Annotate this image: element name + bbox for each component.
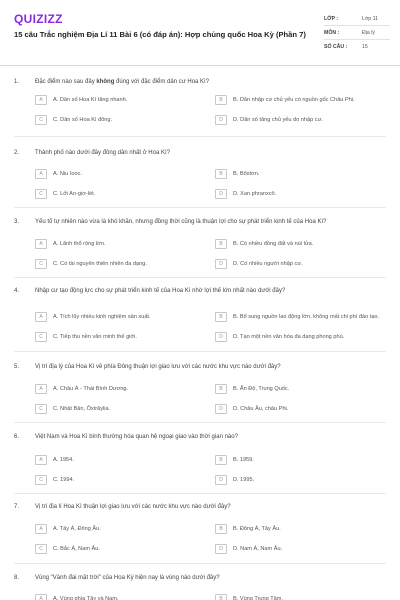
question-text: Nhập cư tạo động lực cho sự phát triển kinh tế của Hoa Kì nhờ lợi thế lớn nhất nào dưới đây? — [35, 288, 286, 294]
answer-option[interactable] — [215, 257, 390, 271]
option-letter: C — [35, 404, 47, 414]
answer-option[interactable] — [215, 187, 390, 201]
answer-option[interactable] — [215, 330, 390, 344]
answer-option[interactable] — [215, 382, 390, 396]
option-letter: B — [215, 455, 227, 465]
option-letter: C — [35, 475, 47, 485]
meta-label: MÔN : — [324, 29, 340, 36]
answer-option[interactable] — [35, 310, 195, 324]
question-text: Thành phố nào dưới đây đông dân nhất ở Hoa Kì? — [35, 150, 170, 156]
document-title: 15 câu Trắc nghiệm Địa Lí 11 Bài 6 (có đáp án): Hợp chủng quốc Hoa Kỳ (Phần 7) — [14, 30, 306, 39]
option-text: C. Có tài nguyên thiên nhiên đa dạng. — [53, 260, 147, 267]
answer-option[interactable] — [35, 522, 195, 536]
option-letter: C — [35, 544, 47, 554]
document-header — [0, 0, 400, 66]
option-letter: D — [215, 259, 227, 269]
answer-option[interactable] — [215, 473, 390, 487]
option-text: A. Tây Á, Đông Âu. — [53, 525, 101, 532]
option-text: D. Nam Á, Nam Âu. — [233, 545, 283, 552]
option-text: A. Lãnh thổ rộng lớn. — [53, 240, 106, 247]
option-text: B. Vùng Trung Tâm. — [233, 595, 283, 600]
option-letter: D — [215, 189, 227, 199]
option-text: C. Nhật Bản, Ôxtrâylia. — [53, 405, 111, 412]
divider — [14, 136, 386, 137]
divider — [14, 277, 386, 278]
option-letter: A — [35, 384, 47, 394]
question-text: Vị trí địa lí Hoa Kì thuận lợi giao lưu với các nước khu vực nào dưới đây? — [35, 504, 231, 510]
answer-option[interactable] — [215, 453, 390, 467]
answer-option[interactable] — [215, 113, 390, 127]
option-text: B. Đông Á, Tây Âu. — [233, 525, 281, 532]
option-letter: C — [35, 259, 47, 269]
answer-option[interactable] — [215, 522, 390, 536]
divider — [14, 351, 386, 352]
option-text: C. Tiếp thu nền văn minh thế giới. — [53, 333, 137, 340]
meta-row-class — [324, 12, 390, 26]
option-text: D. Có nhiều người nhập cư. — [233, 260, 303, 267]
answer-option[interactable] — [35, 382, 195, 396]
option-text: D. Dân số tăng chủ yếu do nhập cư. — [233, 116, 323, 123]
question-text: Yếu tố tự nhiên nào vừa là khó khăn, nhưng đồng thời cũng là thuận lợi cho sự phát triển kinh tế của Hoa Kì? — [35, 219, 327, 225]
option-letter: D — [215, 115, 227, 125]
meta-value: 15 — [362, 44, 368, 50]
answer-option[interactable] — [215, 592, 390, 600]
option-letter: A — [35, 594, 47, 600]
answer-option[interactable] — [35, 473, 195, 487]
option-letter: D — [215, 404, 227, 414]
option-letter: C — [35, 115, 47, 125]
option-text: B. Dân nhập cư chủ yếu có nguồn gốc Châu Phi. — [233, 96, 355, 103]
option-letter: A — [35, 455, 47, 465]
question-text: Việt Nam và Hoa Kì bình thường hóa quan hệ ngoại giao vào thời gian nào? — [35, 434, 238, 440]
answer-option[interactable] — [215, 167, 390, 181]
answer-option[interactable] — [215, 308, 390, 326]
option-text: A. 1954. — [53, 456, 74, 463]
question-text: Vị trí địa lý của Hoa Kì về phía Đông thuận lợi giao lưu với các nước khu vực nào dưới đây? — [35, 364, 281, 370]
meta-label: LỚP : — [324, 15, 339, 22]
option-letter: C — [35, 332, 47, 342]
emphasis-text: không — [96, 79, 115, 85]
option-text: A. Vùng phía Tây và Nam. — [53, 595, 119, 600]
question-number: 4. — [14, 288, 20, 294]
option-text: B. Có nhiều đồng đất và núi lửa. — [233, 240, 314, 247]
answer-option[interactable] — [215, 237, 390, 251]
question-number: 3. — [14, 219, 20, 225]
answer-option[interactable] — [35, 167, 195, 181]
option-text: D. 1995. — [233, 476, 255, 483]
divider — [14, 422, 386, 423]
question-number: 2. — [14, 150, 20, 156]
option-text: B. Bôxtơn. — [233, 170, 260, 177]
option-letter: A — [35, 524, 47, 534]
option-text: D. Châu Âu, châu Phi. — [233, 405, 289, 412]
meta-panel — [324, 12, 390, 54]
option-letter: A — [35, 95, 47, 105]
meta-value: Địa lý — [362, 29, 375, 36]
question-text: Đặc điểm nào sau đây không đúng với đặc điểm dân cư Hoa Kì? — [35, 79, 210, 85]
answer-option[interactable] — [35, 187, 195, 201]
answer-option[interactable] — [35, 592, 195, 600]
answer-option[interactable] — [35, 113, 195, 127]
option-letter: B — [215, 312, 227, 322]
option-text: D. Tạo một nền văn hóa đa dạng phong phú. — [233, 333, 345, 340]
answer-option[interactable] — [35, 93, 195, 107]
question-number: 7. — [14, 504, 20, 510]
option-letter: D — [215, 332, 227, 342]
meta-row-subject — [324, 26, 390, 40]
option-text: D. Xan phranxcô. — [233, 190, 277, 197]
option-letter: D — [215, 544, 227, 554]
option-letter: C — [35, 189, 47, 199]
meta-label: SỐ CÂU : — [324, 44, 348, 50]
answer-option[interactable] — [35, 453, 195, 467]
quizizz-logo: QUIZIZZ — [14, 12, 63, 26]
divider — [14, 493, 386, 494]
option-letter: B — [215, 239, 227, 249]
option-letter: B — [215, 169, 227, 179]
answer-option[interactable] — [35, 257, 195, 271]
answer-option[interactable] — [35, 402, 195, 416]
option-text: C. 1994. — [53, 476, 75, 483]
option-letter: A — [35, 239, 47, 249]
answer-option[interactable] — [215, 402, 390, 416]
option-text: C. Lốt An-giơ-lét. — [53, 190, 96, 197]
answer-option[interactable] — [215, 93, 390, 107]
option-text: B. Bổ sung nguồn lao động lớn, không mất chi phí đào tạo. — [233, 313, 380, 320]
option-text: B. Ấn Độ, Trung Quốc. — [233, 385, 290, 392]
answer-option[interactable] — [35, 330, 195, 344]
option-text: C. Dân số Hoa Kì đông. — [53, 116, 113, 123]
question-text: Vùng "Vành đai mặt trời" của Hoa Kỳ hiện nay là vùng nào dưới đây? — [35, 575, 220, 581]
option-letter: B — [215, 95, 227, 105]
option-letter: D — [215, 475, 227, 485]
option-text: A. Dân số Hoa Kì tăng nhanh. — [53, 96, 128, 103]
option-text: A. Tích lũy nhiều kinh nghiệm sản xuất. — [53, 313, 151, 320]
answer-option[interactable] — [35, 237, 195, 251]
question-number: 8. — [14, 575, 20, 581]
option-text: C. Bắc Á, Nam Âu. — [53, 545, 100, 552]
divider — [14, 563, 386, 564]
question-number: 6. — [14, 434, 20, 440]
meta-value: Lớp 11 — [362, 15, 378, 22]
option-letter: B — [215, 524, 227, 534]
answer-option[interactable] — [215, 542, 390, 556]
meta-row-count — [324, 40, 390, 54]
option-letter: A — [35, 312, 47, 322]
option-text: A. Châu Á - Thái Bình Dương. — [53, 385, 129, 392]
option-letter: B — [215, 384, 227, 394]
option-text: B. 1959. — [233, 456, 254, 463]
divider — [14, 207, 386, 208]
question-number: 5. — [14, 364, 20, 370]
option-letter: A — [35, 169, 47, 179]
option-letter: B — [215, 594, 227, 600]
option-text: A. Niu Iooc. — [53, 170, 82, 177]
question-number: 1. — [14, 79, 20, 85]
answer-option[interactable] — [35, 542, 195, 556]
